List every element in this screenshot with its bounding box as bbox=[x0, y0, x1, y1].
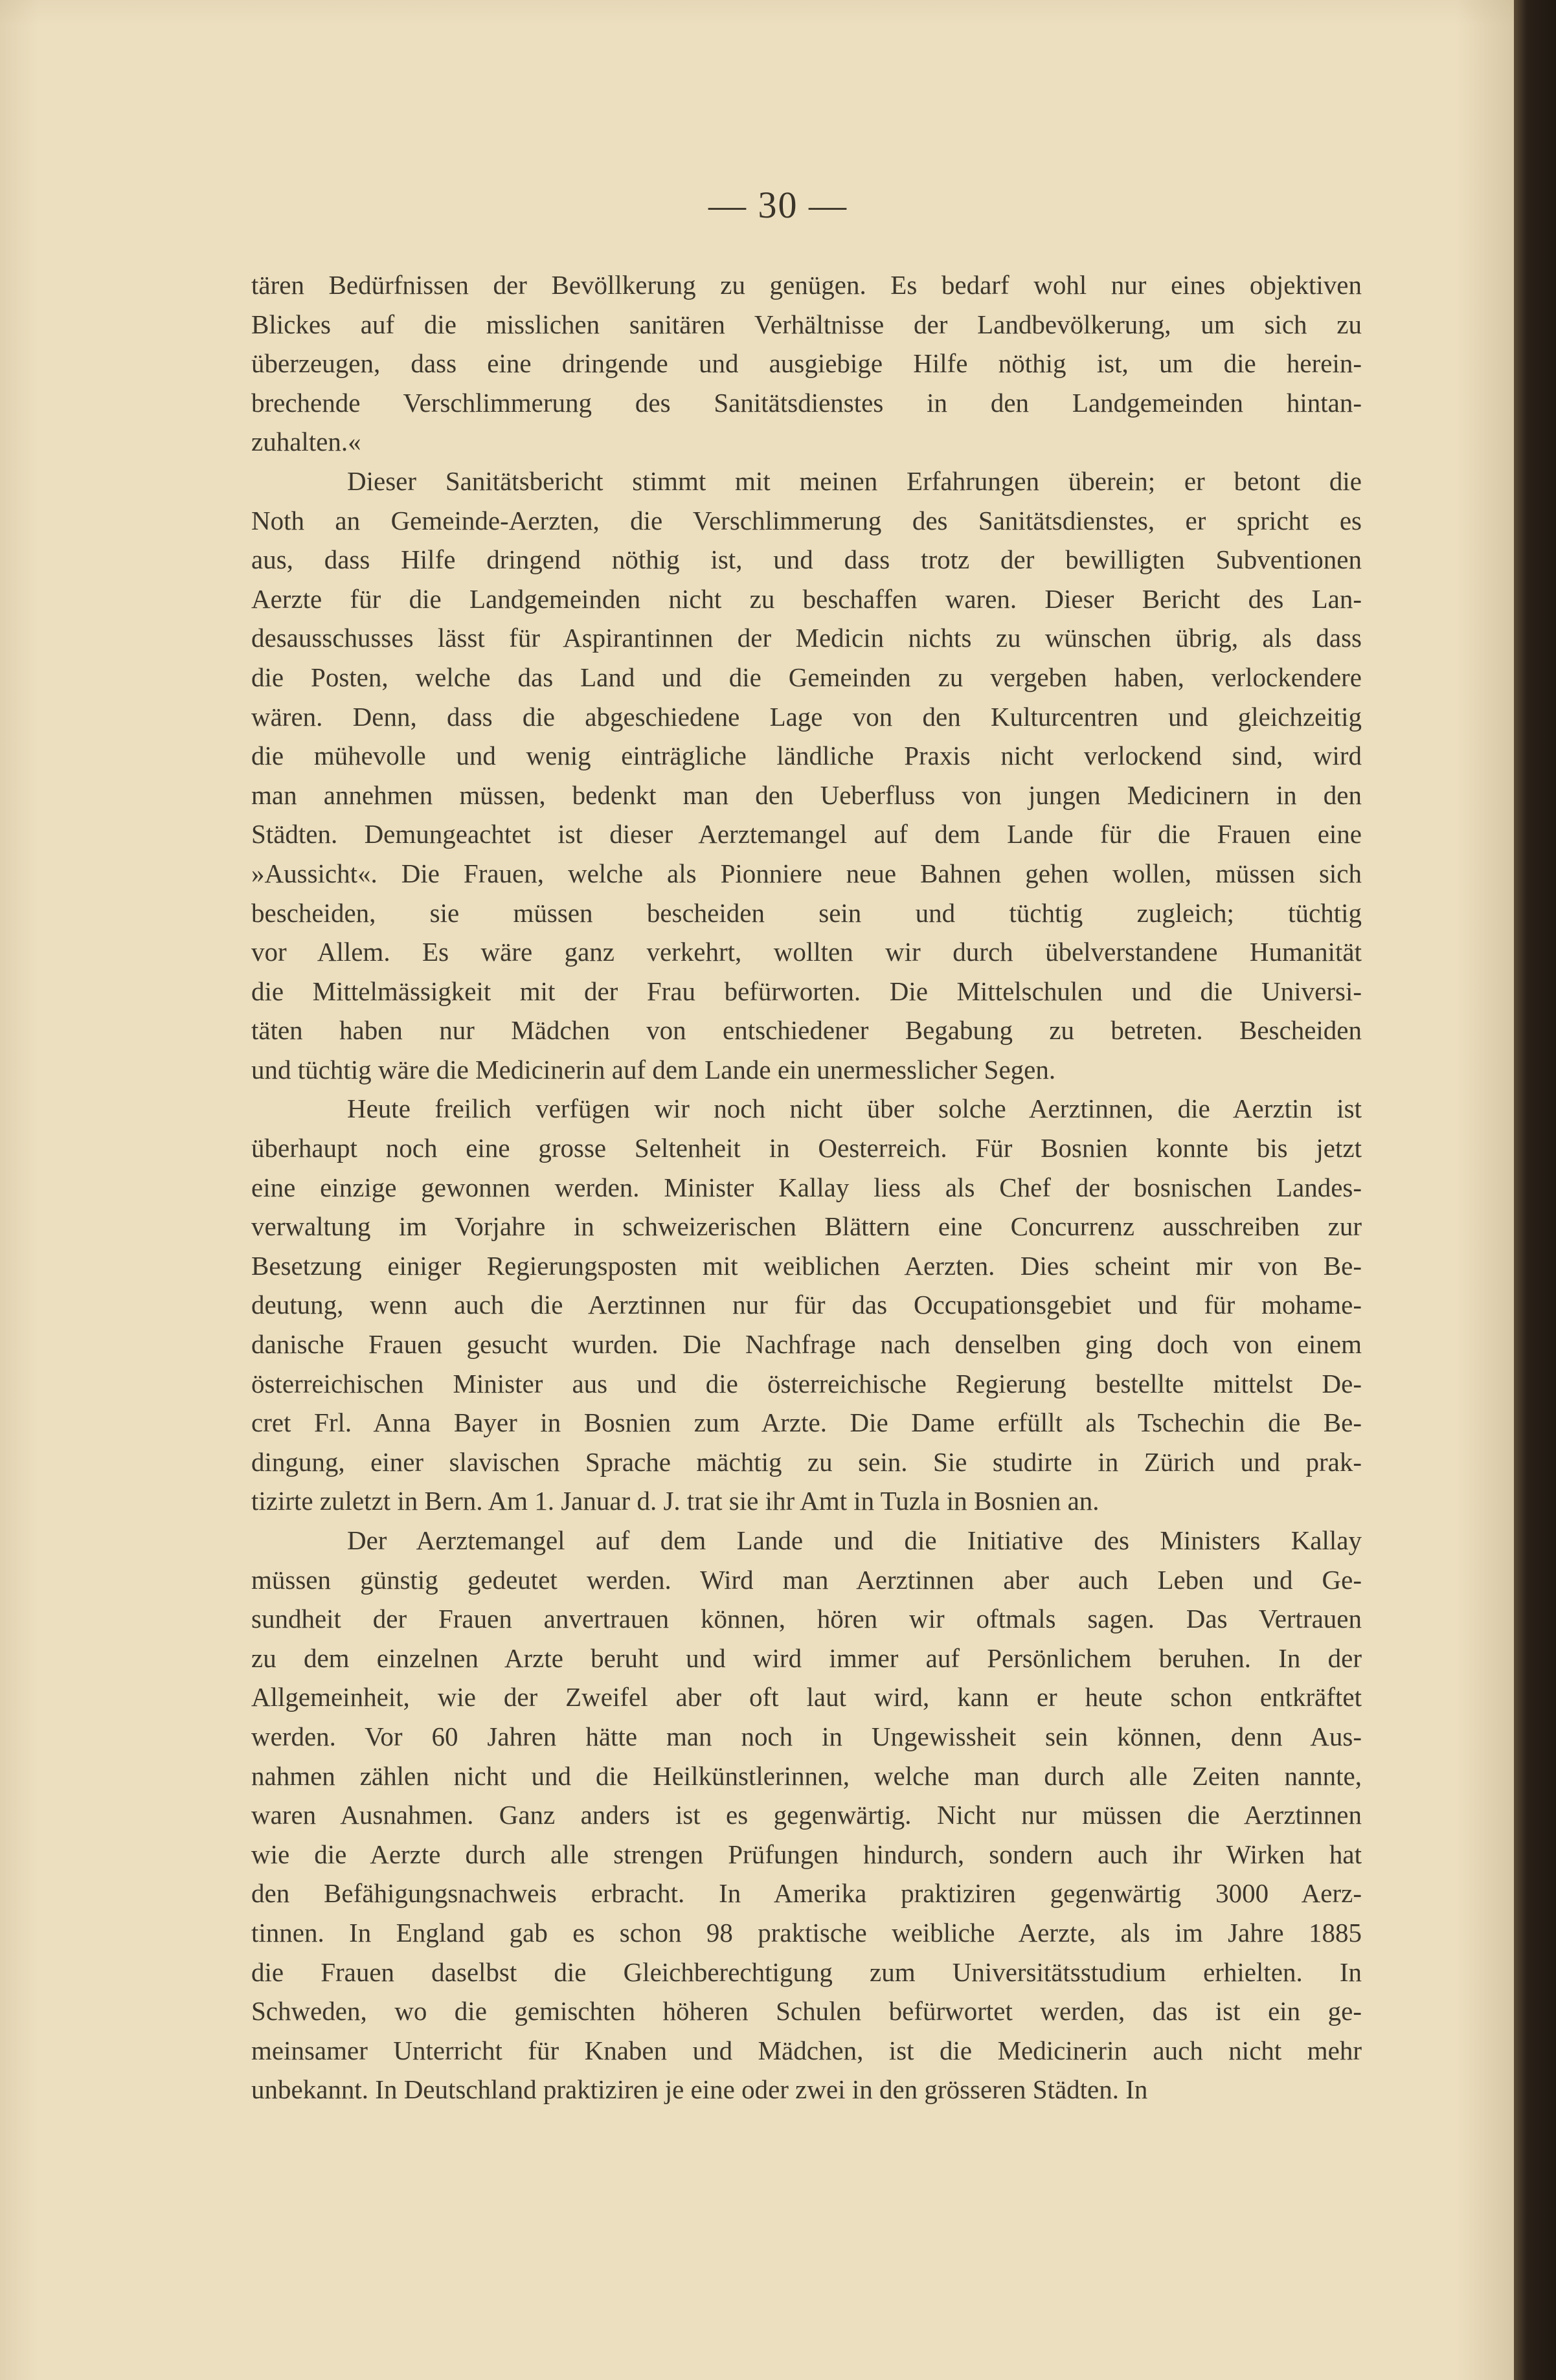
text-line: müssen günstig gedeutet werden. Wird man Aerztinnen aber auch Leben und Ge- bbox=[251, 1564, 1362, 1595]
text-line: täten haben nur Mädchen von entschiedener Begabung zu betreten. Bescheiden bbox=[251, 1015, 1362, 1046]
text-line: Der Aerztemangel auf dem Lande und die Initiative des Ministers Kallay bbox=[347, 1525, 1362, 1555]
text-line: werden. Vor 60 Jahren hätte man noch in Ungewissheit sein können, denn Aus- bbox=[251, 1721, 1362, 1751]
text-line: danische Frauen gesucht wurden. Die Nachfrage nach denselben ging doch von einem bbox=[251, 1329, 1362, 1360]
text-line: bescheiden, sie müssen bescheiden sein und tüchtig zugleich; tüchtig bbox=[251, 897, 1362, 928]
text-line: den Befähigungsnachweis erbracht. In Amerika praktiziren gegenwärtig 3000 Aerz- bbox=[251, 1878, 1362, 1909]
text-line: meinsamer Unterricht für Knaben und Mädchen, ist die Medicinerin auch nicht mehr bbox=[251, 2035, 1362, 2065]
text-line: zuhalten.« bbox=[251, 427, 361, 457]
text-line: österreichischen Minister aus und die österreichische Regierung bestellte mittelst De- bbox=[251, 1368, 1362, 1398]
text-line: Besetzung einiger Regierungsposten mit weiblichen Aerzten. Dies scheint mir von Be- bbox=[251, 1250, 1362, 1281]
page-number-header: — 30 — bbox=[708, 184, 848, 226]
text-line: zu dem einzelnen Arzte beruht und wird immer auf Persönlichem beruhen. In der bbox=[251, 1643, 1362, 1673]
text-line: Allgemeinheit, wie der Zweifel aber oft laut wird, kann er heute schon entkräftet bbox=[251, 1682, 1362, 1712]
text-line: die Frauen daselbst die Gleichberechtigung zum Universitätsstudium erhielten. In bbox=[251, 1957, 1362, 1987]
text-line: die Mittelmässigkeit mit der Frau befürworten. Die Mittelschulen und die Universi- bbox=[251, 976, 1362, 1006]
text-line: überzeugen, dass eine dringende und ausgiebige Hilfe nöthig ist, um die herein- bbox=[251, 348, 1362, 379]
text-line: Dieser Sanitätsbericht stimmt mit meinen Erfahrungen überein; er betont die bbox=[347, 466, 1362, 496]
text-line: die mühevolle und wenig einträgliche ländliche Praxis nicht verlockend sind, wird bbox=[251, 741, 1362, 771]
text-line: vor Allem. Es wäre ganz verkehrt, wollten wir durch übelverstandene Humanität bbox=[251, 937, 1362, 967]
text-line: waren Ausnahmen. Ganz anders ist es gegenwärtig. Nicht nur müssen die Aerztinnen bbox=[251, 1800, 1362, 1830]
text-line: desausschusses lässt für Aspirantinnen der Medicin nichts zu wünschen übrig, als dass bbox=[251, 623, 1362, 653]
text-line: tinnen. In England gab es schon 98 praktische weibliche Aerzte, als im Jahre 1885 bbox=[251, 1917, 1362, 1948]
text-line: dingung, einer slavischen Sprache mächtig zu sein. Sie studirte in Zürich und prak- bbox=[251, 1446, 1362, 1477]
text-line: sundheit der Frauen anvertrauen können, hören wir oftmals sagen. Das Vertrauen bbox=[251, 1604, 1362, 1634]
text-line: nahmen zählen nicht und die Heilkünstlerinnen, welche man durch alle Zeiten nannte, bbox=[251, 1760, 1362, 1791]
text-line: Noth an Gemeinde-Aerzten, die Verschlimmerung des Sanitätsdienstes, er spricht es bbox=[251, 505, 1362, 535]
book-spine-edge bbox=[1514, 0, 1556, 2380]
text-line: Städten. Demungeachtet ist dieser Aerztemangel auf dem Lande für die Frauen eine bbox=[251, 819, 1362, 849]
text-line: brechende Verschlimmerung des Sanitätsdienstes in den Landgemeinden hintan- bbox=[251, 387, 1362, 418]
text-line: die Posten, welche das Land und die Gemeinden zu vergeben haben, verlockendere bbox=[251, 662, 1362, 692]
text-line: verwaltung im Vorjahre in schweizerischen Blättern eine Concurrenz ausschreiben zur bbox=[251, 1211, 1362, 1242]
text-line: tizirte zuletzt in Bern. Am 1. Januar d. J. trat sie ihr Amt in Tuzla in Bosnien an. bbox=[251, 1486, 1099, 1516]
text-line: wie die Aerzte durch alle strengen Prüfungen hindurch, sondern auch ihr Wirken hat bbox=[251, 1839, 1362, 1869]
text-line: unbekannt. In Deutschland praktiziren je eine oder zwei in den grösseren Städten. In bbox=[251, 2074, 1148, 2105]
body-text bbox=[251, 265, 1362, 2109]
text-line: cret Frl. Anna Bayer in Bosnien zum Arzte. Die Dame erfüllt als Tschechin die Be- bbox=[251, 1408, 1362, 1438]
text-line: tären Bedürfnissen der Bevöllkerung zu genügen. Es bedarf wohl nur eines objektiven bbox=[251, 270, 1362, 300]
text-line: Schweden, wo die gemischten höheren Schulen befürwortet werden, das ist ein ge- bbox=[251, 1996, 1362, 2026]
text-line: deutung, wenn auch die Aerztinnen nur für das Occupationsgebiet und für mohame- bbox=[251, 1290, 1362, 1320]
text-line: man annehmen müssen, bedenkt man den Ueberfluss von jungen Medicinern in den bbox=[251, 780, 1362, 810]
text-line: überhaupt noch eine grosse Seltenheit in Oesterreich. Für Bosnien konnte bis jetzt bbox=[251, 1133, 1362, 1163]
text-line: und tüchtig wäre die Medicinerin auf dem Lande ein unermesslicher Segen. bbox=[251, 1054, 1056, 1084]
text-line: eine einzige gewonnen werden. Minister Kallay liess als Chef der bosnischen Landes- bbox=[251, 1172, 1362, 1202]
text-line: aus, dass Hilfe dringend nöthig ist, und dass trotz der bewilligten Subventionen bbox=[251, 544, 1362, 575]
text-line: Blickes auf die misslichen sanitären Verhältnisse der Landbevölkerung, um sich zu bbox=[251, 309, 1362, 339]
text-line: »Aussicht«. Die Frauen, welche als Pionniere neue Bahnen gehen wollen, müssen sich bbox=[251, 858, 1362, 888]
text-line: wären. Denn, dass die abgeschiedene Lage von den Kulturcentren und gleichzeitig bbox=[251, 701, 1362, 732]
text-line: Heute freilich verfügen wir noch nicht über solche Aerztinnen, die Aerztin ist bbox=[347, 1094, 1362, 1124]
text-line: Aerzte für die Landgemeinden nicht zu beschaffen waren. Dieser Bericht des Lan- bbox=[251, 583, 1362, 614]
